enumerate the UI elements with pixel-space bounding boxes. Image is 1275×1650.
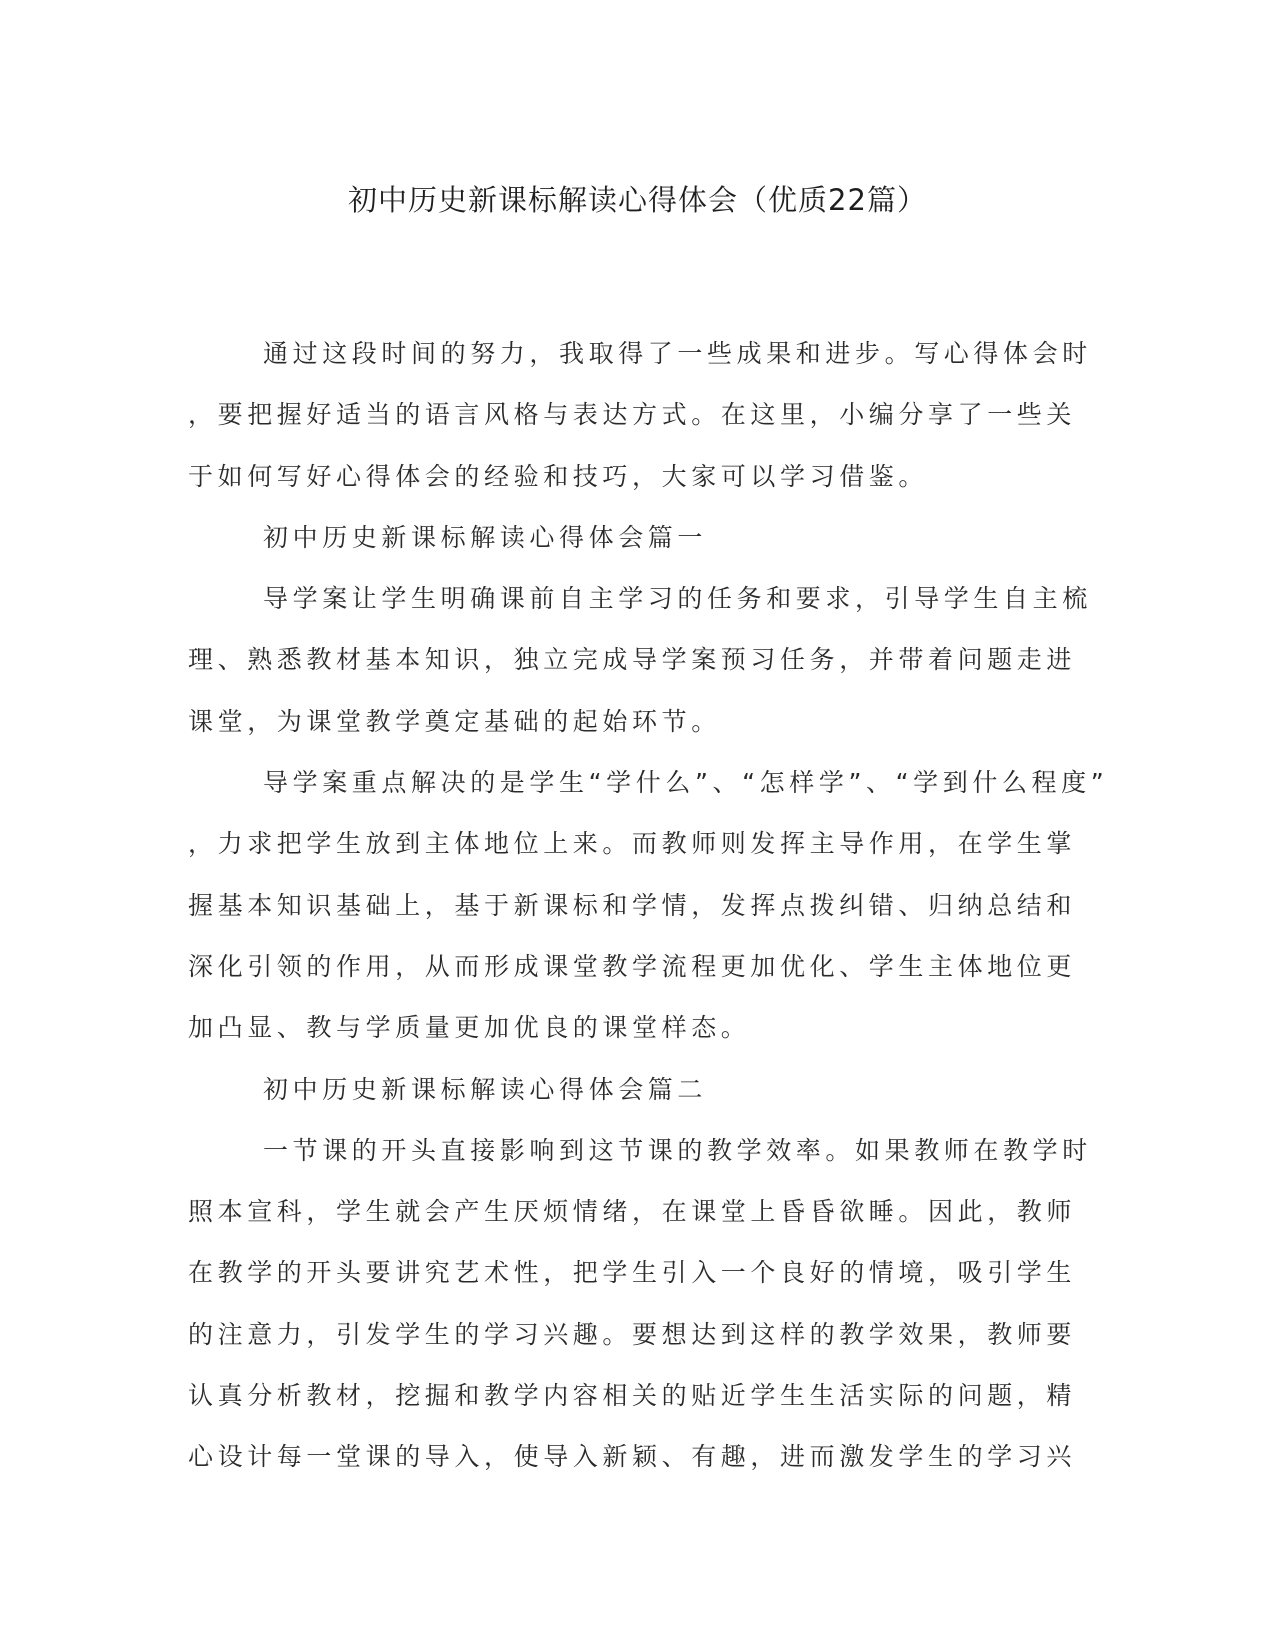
paragraph-line: 课堂，为课堂教学奠定基础的起始环节。	[188, 706, 721, 736]
section-heading: 初中历史新课标解读心得体会篇一	[263, 522, 708, 552]
paragraph-line: 加凸显、教与学质量更加优良的课堂样态。	[188, 1013, 751, 1043]
paragraph-line: 的注意力，引发学生的学习兴趣。要想达到这样的教学效果，教师要	[188, 1319, 1077, 1349]
document-body	[188, 323, 1109, 1488]
paragraph-line: 导学案让学生明确课前自主学习的任务和要求，引导学生自主梳	[263, 584, 1092, 614]
section-heading: 初中历史新课标解读心得体会篇二	[263, 1074, 708, 1104]
paragraph-line: ，要把握好适当的语言风格与表达方式。在这里，小编分享了一些关	[188, 400, 1077, 430]
document-title: 初中历史新课标解读心得体会（优质22篇）	[348, 183, 927, 217]
paragraph-line: 照本宣科，学生就会产生厌烦情绪，在课堂上昏昏欲睡。因此，教师	[188, 1197, 1077, 1227]
paragraph-line: 握基本知识基础上，基于新课标和学情，发挥点拨纠错、归纳总结和	[188, 890, 1077, 920]
paragraph-line: 深化引领的作用，从而形成课堂教学流程更加优化、学生主体地位更	[188, 951, 1077, 981]
paragraph-line: 心设计每一堂课的导入，使导入新颖、有趣，进而激发学生的学习兴	[188, 1442, 1077, 1472]
paragraph-line: 导学案重点解决的是学生“学什么”、“怎样学”、“学到什么程度”	[263, 768, 1109, 798]
paragraph-line: 认真分析教材，挖掘和教学内容相关的贴近学生生活实际的问题，精	[188, 1381, 1077, 1411]
paragraph-line: 于如何写好心得体会的经验和技巧，大家可以学习借鉴。	[188, 461, 929, 491]
paragraph-line: 理、熟悉教材基本知识，独立完成导学案预习任务，并带着问题走进	[188, 645, 1077, 675]
paragraph-line: 在教学的开头要讲究艺术性，把学生引入一个良好的情境，吸引学生	[188, 1258, 1077, 1288]
paragraph-line: 一节课的开头直接影响到这节课的教学效率。如果教师在教学时	[263, 1135, 1092, 1165]
paragraph-line: ，力求把学生放到主体地位上来。而教师则发挥主导作用，在学生掌	[188, 829, 1077, 859]
paragraph-line: 通过这段时间的努力，我取得了一些成果和进步。写心得体会时	[263, 339, 1092, 368]
